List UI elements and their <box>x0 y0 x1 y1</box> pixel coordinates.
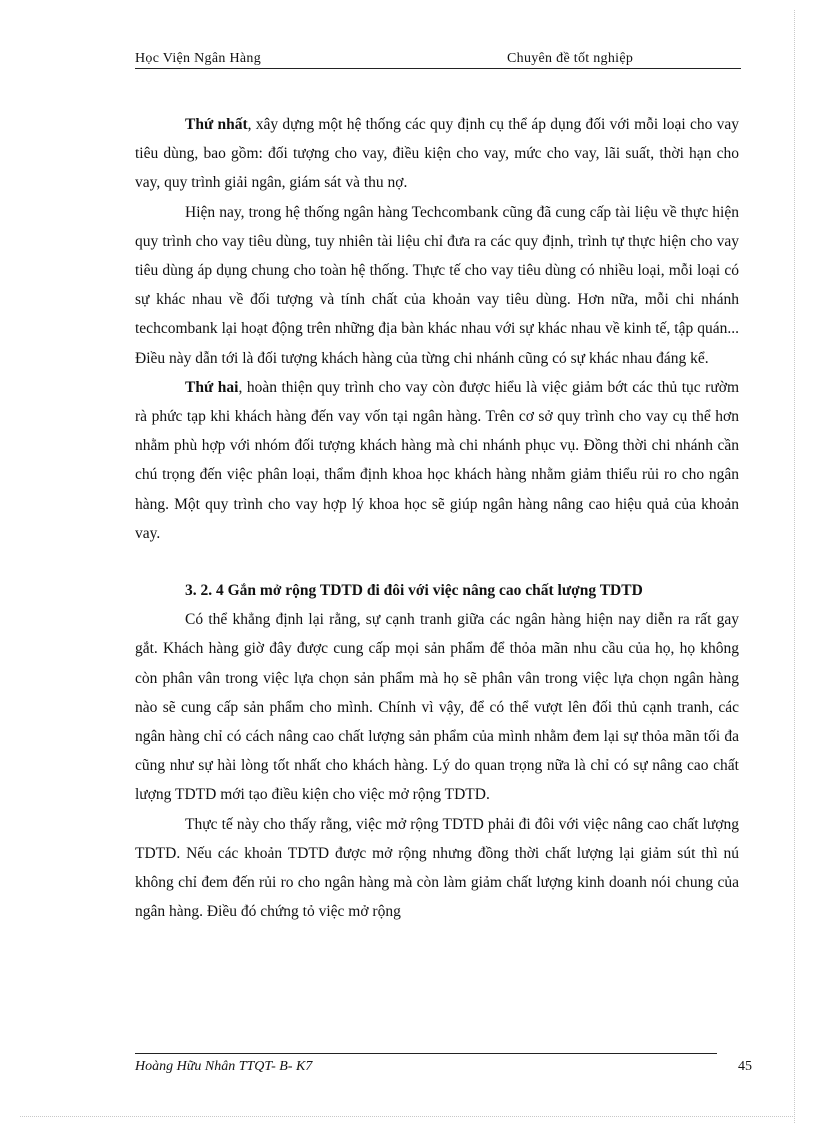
footer-author: Hoàng Hữu Nhân TTQT- B- K7 <box>135 1059 313 1074</box>
first-point-lead: Thứ nhất <box>185 116 248 133</box>
page-body <box>135 110 739 926</box>
section-heading: 3. 2. 4 Gắn mở rộng TDTD đi đôi với việc nâng cao chất lượng TDTD <box>185 582 643 600</box>
paragraph-second-point <box>135 373 739 548</box>
paragraph-competition: Có thể khẳng định lại rằng, sự cạnh tranh giữa các ngân hàng hiện nay diễn ra rất gay gắt. Khách hàng giờ đây được cung cấp mọi sản phẩm để thỏa mãn nhu cầu của họ, họ không còn phân vân trong việc lựa chọn sản phẩm mà họ sẽ phân vân trong việc lựa chọn ngân hàng nào sẽ cung cấp sản phẩm cho mình. Chính vì vậy, để có thể vượt lên đối thủ cạnh tranh, các ngân hàng chỉ có cách nâng cao chất lượng sản phẩm của mình nhằm đem lại sự thỏa mãn tối đa cũng như sự hài lòng tốt nhất cho khách hàng. Lý do quan trọng nữa là chỉ có sự nâng cao chất lượng TDTD mới tạo điều kiện cho việc mở rộng TDTD. <box>135 611 739 804</box>
header-institution: Học Viện Ngân Hàng <box>135 51 261 66</box>
header-divider <box>135 68 741 69</box>
page-number: 45 <box>738 1059 752 1074</box>
first-point-text: , xây dựng một hệ thống các quy định cụ thể áp dụng đối với mỗi loại cho vay tiêu dùng, bao gồm: đối tượng cho vay, điều kiện cho vay, mức cho vay, lãi suất, thời hạn cho vay, quy trình giải ngân, giám sát và thu nợ. <box>135 116 739 192</box>
paragraph-first-point <box>135 110 739 198</box>
paragraph-expansion: Thực tế này cho thấy rằng, việc mở rộng TDTD phải đi đôi với việc nâng cao chất lượng TDTD. Nếu các khoản TDTD được mở rộng nhưng đồng thời chất lượng lại giảm sút thì nú không chỉ đem đến rủi ro cho ngân hàng mà còn làm giảm chất lượng kinh doanh nói chung của ngân hàng. Điều đó chứng tỏ việc mở rộng <box>135 815 739 921</box>
page-border-right <box>794 10 795 1123</box>
header-document-type: Chuyên đề tốt nghiệp <box>507 51 634 66</box>
paragraph-techcombank: Hiện nay, trong hệ thống ngân hàng Techcombank cũng đã cung cấp tài liệu về thực hiện quy trình cho vay tiêu dùng, tuy nhiên tài liệu chỉ đưa ra các quy định, trình tự thực hiện cho vay tiêu dùng áp dụng chung cho toàn hệ thống. Thực tế cho vay tiêu dùng có nhiều loại, mỗi loại có sự khác nhau về đối tượng và tính chất của khoản vay tiêu dùng. Hơn nữa, mỗi chi nhánh techcombank lại hoạt động trên những địa bàn khác nhau với sự khác nhau về kinh tế, tập quán... Điều này dẫn tới là đối tượng khách hàng của từng chi nhánh cũng có sự khác nhau đáng kể. <box>135 203 739 367</box>
page-border-bottom <box>20 1116 795 1117</box>
second-point-lead: Thứ hai <box>185 378 239 396</box>
footer-divider <box>135 1053 717 1054</box>
second-point-text: , hoàn thiện quy trình cho vay còn được hiểu là việc giảm bớt các thủ tục rườm rà phức tạp khi khách hàng đến vay vốn tại ngân hàng. Trên cơ sở quy trình cho vay cụ thể hơn nhằm phù hợp với nhóm đối tượng khách hàng mà chi nhánh phục vụ. Đồng thời chi nhánh cần chú trọng đến việc phân loại, thẩm định khoa học khách hàng nhằm giảm thiểu rủi ro cho ngân hàng. Một quy trình cho vay hợp lý khoa học sẽ giúp ngân hàng nâng cao hiệu quả của khoản vay. <box>135 378 739 542</box>
